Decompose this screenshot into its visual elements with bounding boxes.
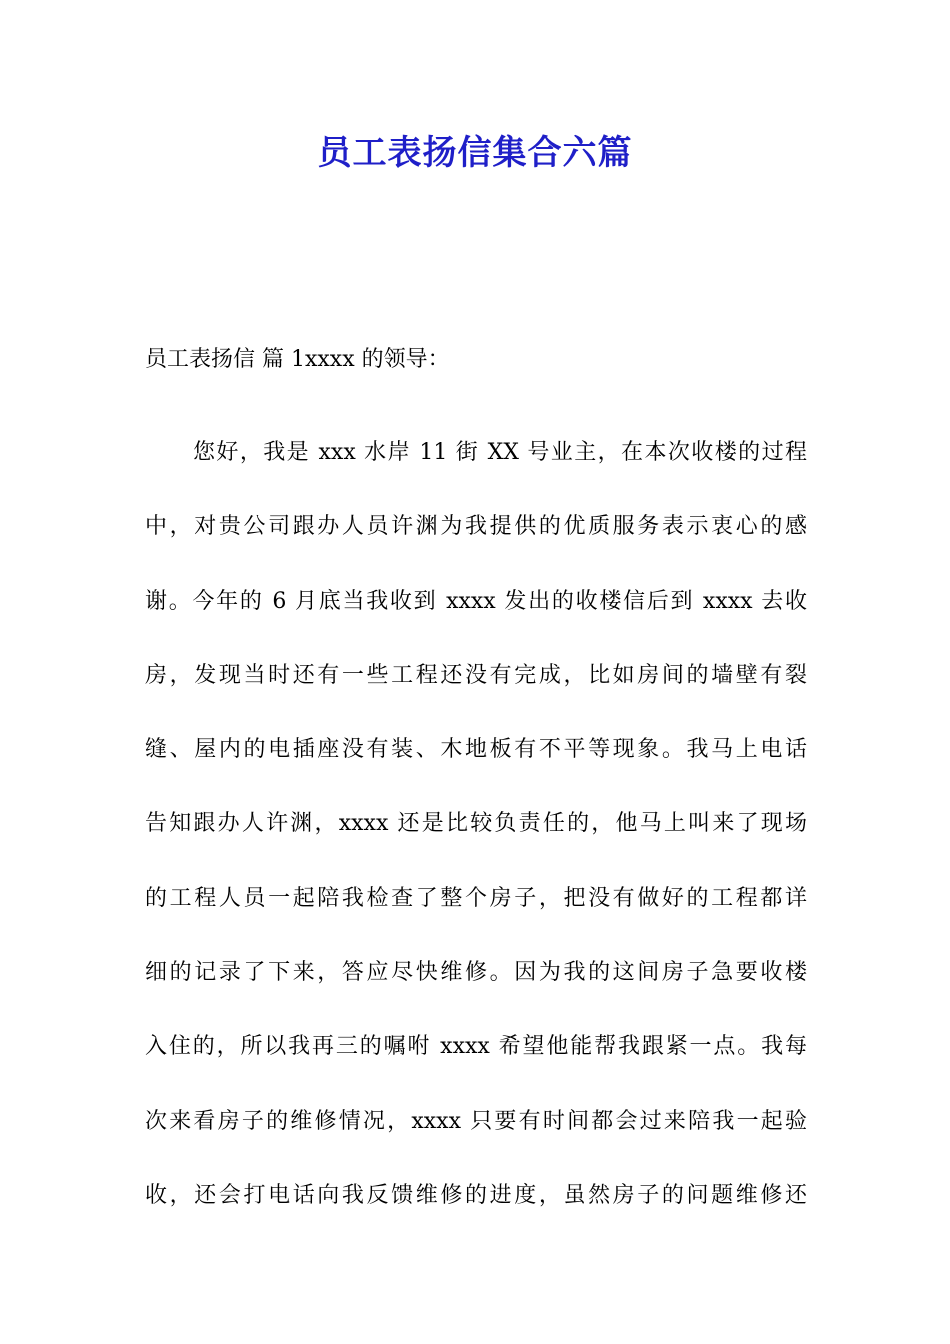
body-line: 次来看房子的维修情况，xxxx 只要有时间都会过来陪我一起验 <box>145 1108 807 1134</box>
section-heading: 员工表扬信 篇 1xxxx 的领导： <box>145 347 450 372</box>
body-line: 告知跟办人许渊，xxxx 还是比较负责任的，他马上叫来了现场 <box>145 811 807 837</box>
body-line: 您好，我是 xxx 水岸 11 街 XX 号业主，在本次收楼的过程 <box>193 440 807 465</box>
body-line: 缝、屋内的电插座没有装、木地板有不平等现象。我马上电话 <box>145 737 807 763</box>
body-line: 收，还会打电话向我反馈维修的进度，虽然房子的问题维修还 <box>145 1182 807 1208</box>
body-line: 中，对贵公司跟办人员许渊为我提供的优质服务表示衷心的感 <box>145 514 807 540</box>
body-line: 入住的，所以我再三的嘱咐 xxxx 希望他能帮我跟紧一点。我每 <box>145 1034 807 1060</box>
body-line: 房，发现当时还有一些工程还没有完成，比如房间的墙壁有裂 <box>145 662 807 688</box>
body-line: 的工程人员一起陪我检查了整个房子，把没有做好的工程都详 <box>145 885 807 911</box>
document-title: 员工表扬信集合六篇 <box>317 133 633 173</box>
letter-body <box>145 416 807 1233</box>
body-line: 细的记录了下来，答应尽快维修。因为我的这间房子急要收楼 <box>145 960 807 986</box>
body-line: 谢。今年的 6 月底当我收到 xxxx 发出的收楼信后到 xxxx 去收 <box>145 588 807 614</box>
